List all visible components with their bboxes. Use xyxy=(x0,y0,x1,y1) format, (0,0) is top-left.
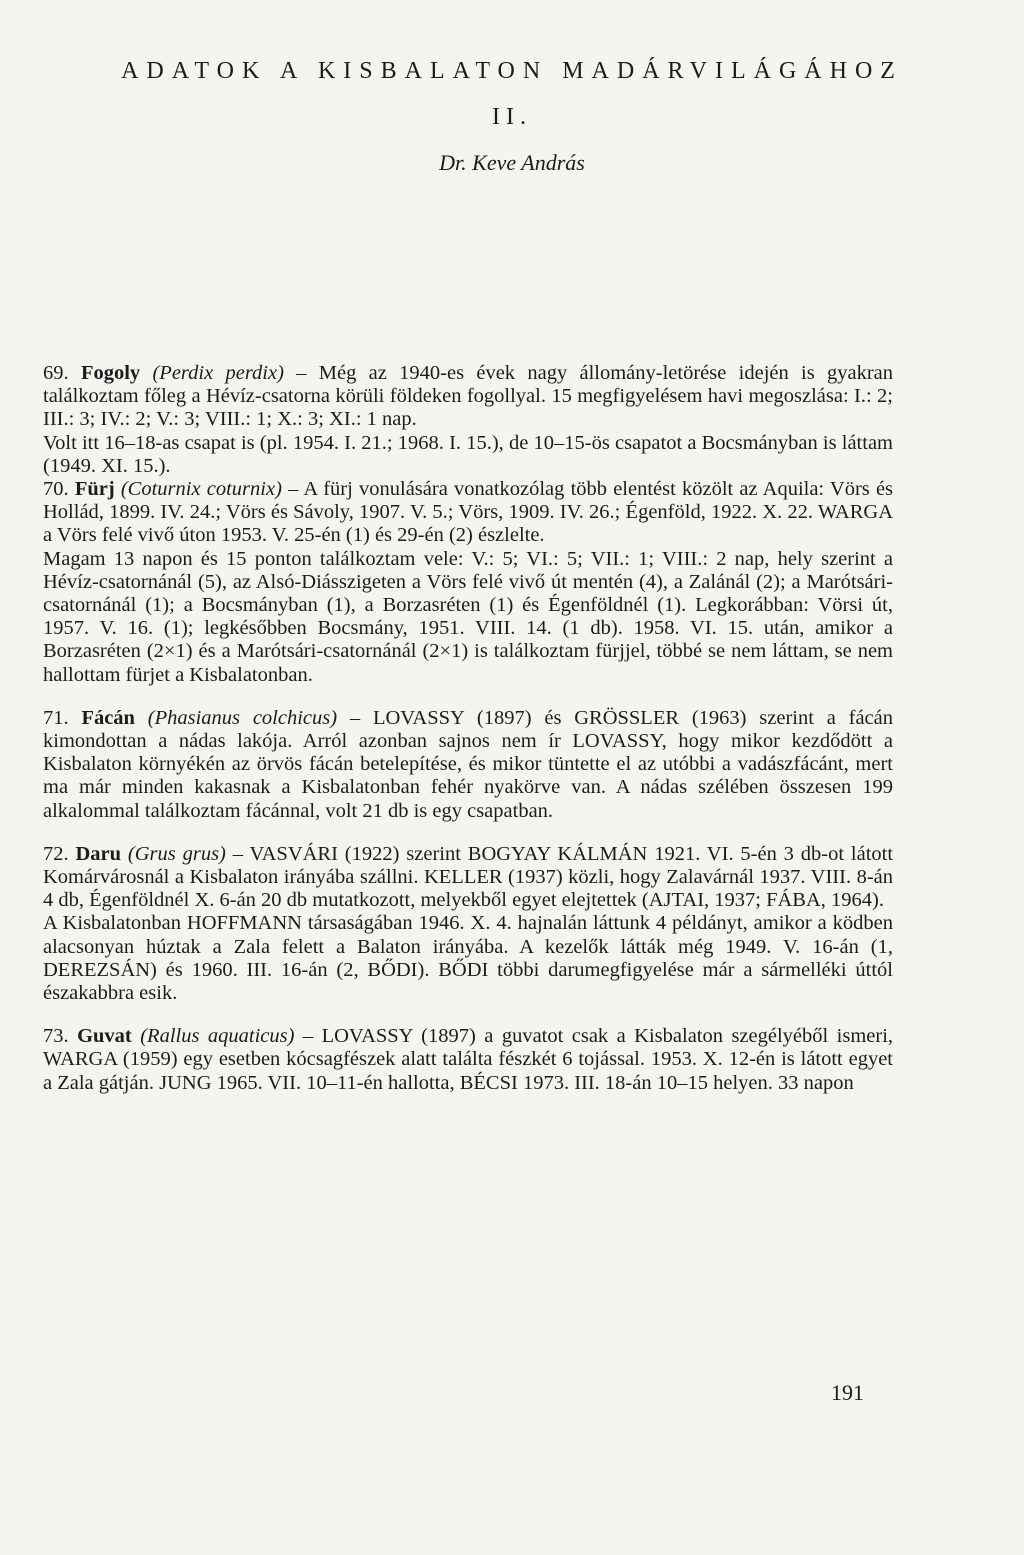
entry-paragraph: Volt itt 16–18-as csapat is (pl. 1954. I. 21.; 1968. I. 15.), de 10–15-ös csapatot a Bocsmányban is láttam (1949. XI. 15.). xyxy=(43,431,893,477)
entry-number: 70. xyxy=(43,478,69,501)
entry-text: – VASVÁRI (1922) szerint BOGYAY KÁLMÁN 1921. VI. 5-én 3 db-ot látott Komárvárosnál a Kisbalaton irányába szállni. KELLER (1937) közli, hogy Zalavárnál 1937. VIII. 8-án 4 db, Égenföldnél X. 6-án 20 db mutatkozott, melyekből egyet elejtettek (AJTAI, 1937; FÁBA, 1964). xyxy=(43,842,894,912)
entry-text: – LOVASSY (1897) és GRÖSSLER (1963) szerint a fácán kimondottan a nádas lakója. Arról azonban sajnos nem ír LOVASSY, hogy mikor kezdődött a Kisbalaton környékén az örvös fácán betelepítése, és mikor tüntette el az utóbbi a vadászfácánt, mert ma már minden kakasnak a Kisbalatonban fehér nyakörve van. A nádas szélében összesen 199 alkalommal találkoztam fácánnal, volt 21 db is egy csapatban. xyxy=(43,706,894,822)
entry-text: – LOVASSY (1897) a guvatot csak a Kisbalaton szegélyéből ismeri, WARGA (1959) egy esetben kócsagfészek alatt találta fészkét 6 tojással. 1953. X. 12-én is látott egyet a Zala gátján. JUNG 1965. VII. 10–11-én hallotta, BÉCSI 1973. III. 18-án 10–15 helyen. 33 napon xyxy=(43,1025,894,1094)
entry-text: – A fürj vonulására vonatkozólag több elentést közölt az Aquila: Vörs és Hollád, 1899. IV. 24.; Vörs és Sávoly, 1907. V. 5.; Vörs, 1909. IV. 26.; Égenföld, 1922. X. 22. WARGA a Vörs felé vivő úton 1953. V. 25-én (1) és 29-én (2) észlelte. xyxy=(43,478,894,547)
entry-number: 71. xyxy=(43,706,69,729)
species-name: Fürj xyxy=(74,478,115,501)
latin-name: (Perdix perdix) xyxy=(152,362,284,384)
entry-number: 72. xyxy=(43,842,69,865)
species-entry xyxy=(43,478,893,548)
species-entry xyxy=(43,843,893,913)
article-body xyxy=(43,362,893,1095)
species-name: Daru xyxy=(75,842,122,865)
species-entry xyxy=(43,1025,893,1095)
entry-text: – Még az 1940-es évek nagy állomány-letörése idején is gyakran találkoztam főleg a Hévíz-csatorna körüli földeken fogollyal. 15 megfigyelésem havi megoszlása: I.: 2; III.: 3; IV.: 2; V.: 3; VIII.: 1; X.: 3; XI.: 1 nap. xyxy=(43,362,894,431)
latin-name: (Phasianus colchicus) xyxy=(147,706,338,729)
article-title: ADATOK A KISBALATON MADÁRVILÁGÁHOZ xyxy=(121,58,903,84)
page-number: 191 xyxy=(831,1380,864,1405)
species-name: Fácán xyxy=(81,706,135,729)
species-name: Guvat xyxy=(77,1025,132,1048)
species-name: Fogoly xyxy=(80,362,141,384)
species-entry xyxy=(43,707,893,823)
entry-number: 73. xyxy=(43,1025,69,1048)
latin-name: (Rallus aquaticus) xyxy=(140,1025,295,1048)
entry-paragraph: Magam 13 napon és 15 ponton találkoztam vele: V.: 5; VI.: 5; VII.: 1; VIII.: 2 nap, hely szerint a Hévíz-csatornánál (5), az Alsó-Diásszigeten a Vörs felé vivő út mentén (4), a Zalánál (2); a Marótsári-csatornánál (1); a Bocsmányban (1), a Borzasréten (1) és Égenföldnél (1). Legkorábban: Vörsi út, 1957. V. 16. (1); legkésőbben Bocsmány, 1951. VIII. 14. (1 db). 1958. VI. 15. után, amikor a Borzasréten (2×1) és a Marótsári-csatornánál (2×1) is találkoztam fürjjel, többé se nem láttam, se nem hallottam fürjet a Kisbalatonban. xyxy=(43,547,893,686)
entry-paragraph: A Kisbalatonban HOFFMANN társaságában 1946. X. 4. hajnalán láttunk 4 példányt, amikor a ködben alacsonyan húztak a Zala felett a Balaton irányába. A kezelők látták még 1949. V. 16-án (1, DEREZSÁN) és 1960. III. 16-án (2, BŐDI). BŐDI többi darumegfigyelése már a sármelléki úttól északabbra esik. xyxy=(43,912,893,1005)
entry-number: 69. xyxy=(43,362,69,384)
species-entry xyxy=(43,362,893,432)
article-part: II. xyxy=(492,104,532,130)
author-name: Dr. Keve András xyxy=(439,150,585,175)
latin-name: (Coturnix coturnix) xyxy=(120,478,282,501)
latin-name: (Grus grus) xyxy=(127,842,226,865)
